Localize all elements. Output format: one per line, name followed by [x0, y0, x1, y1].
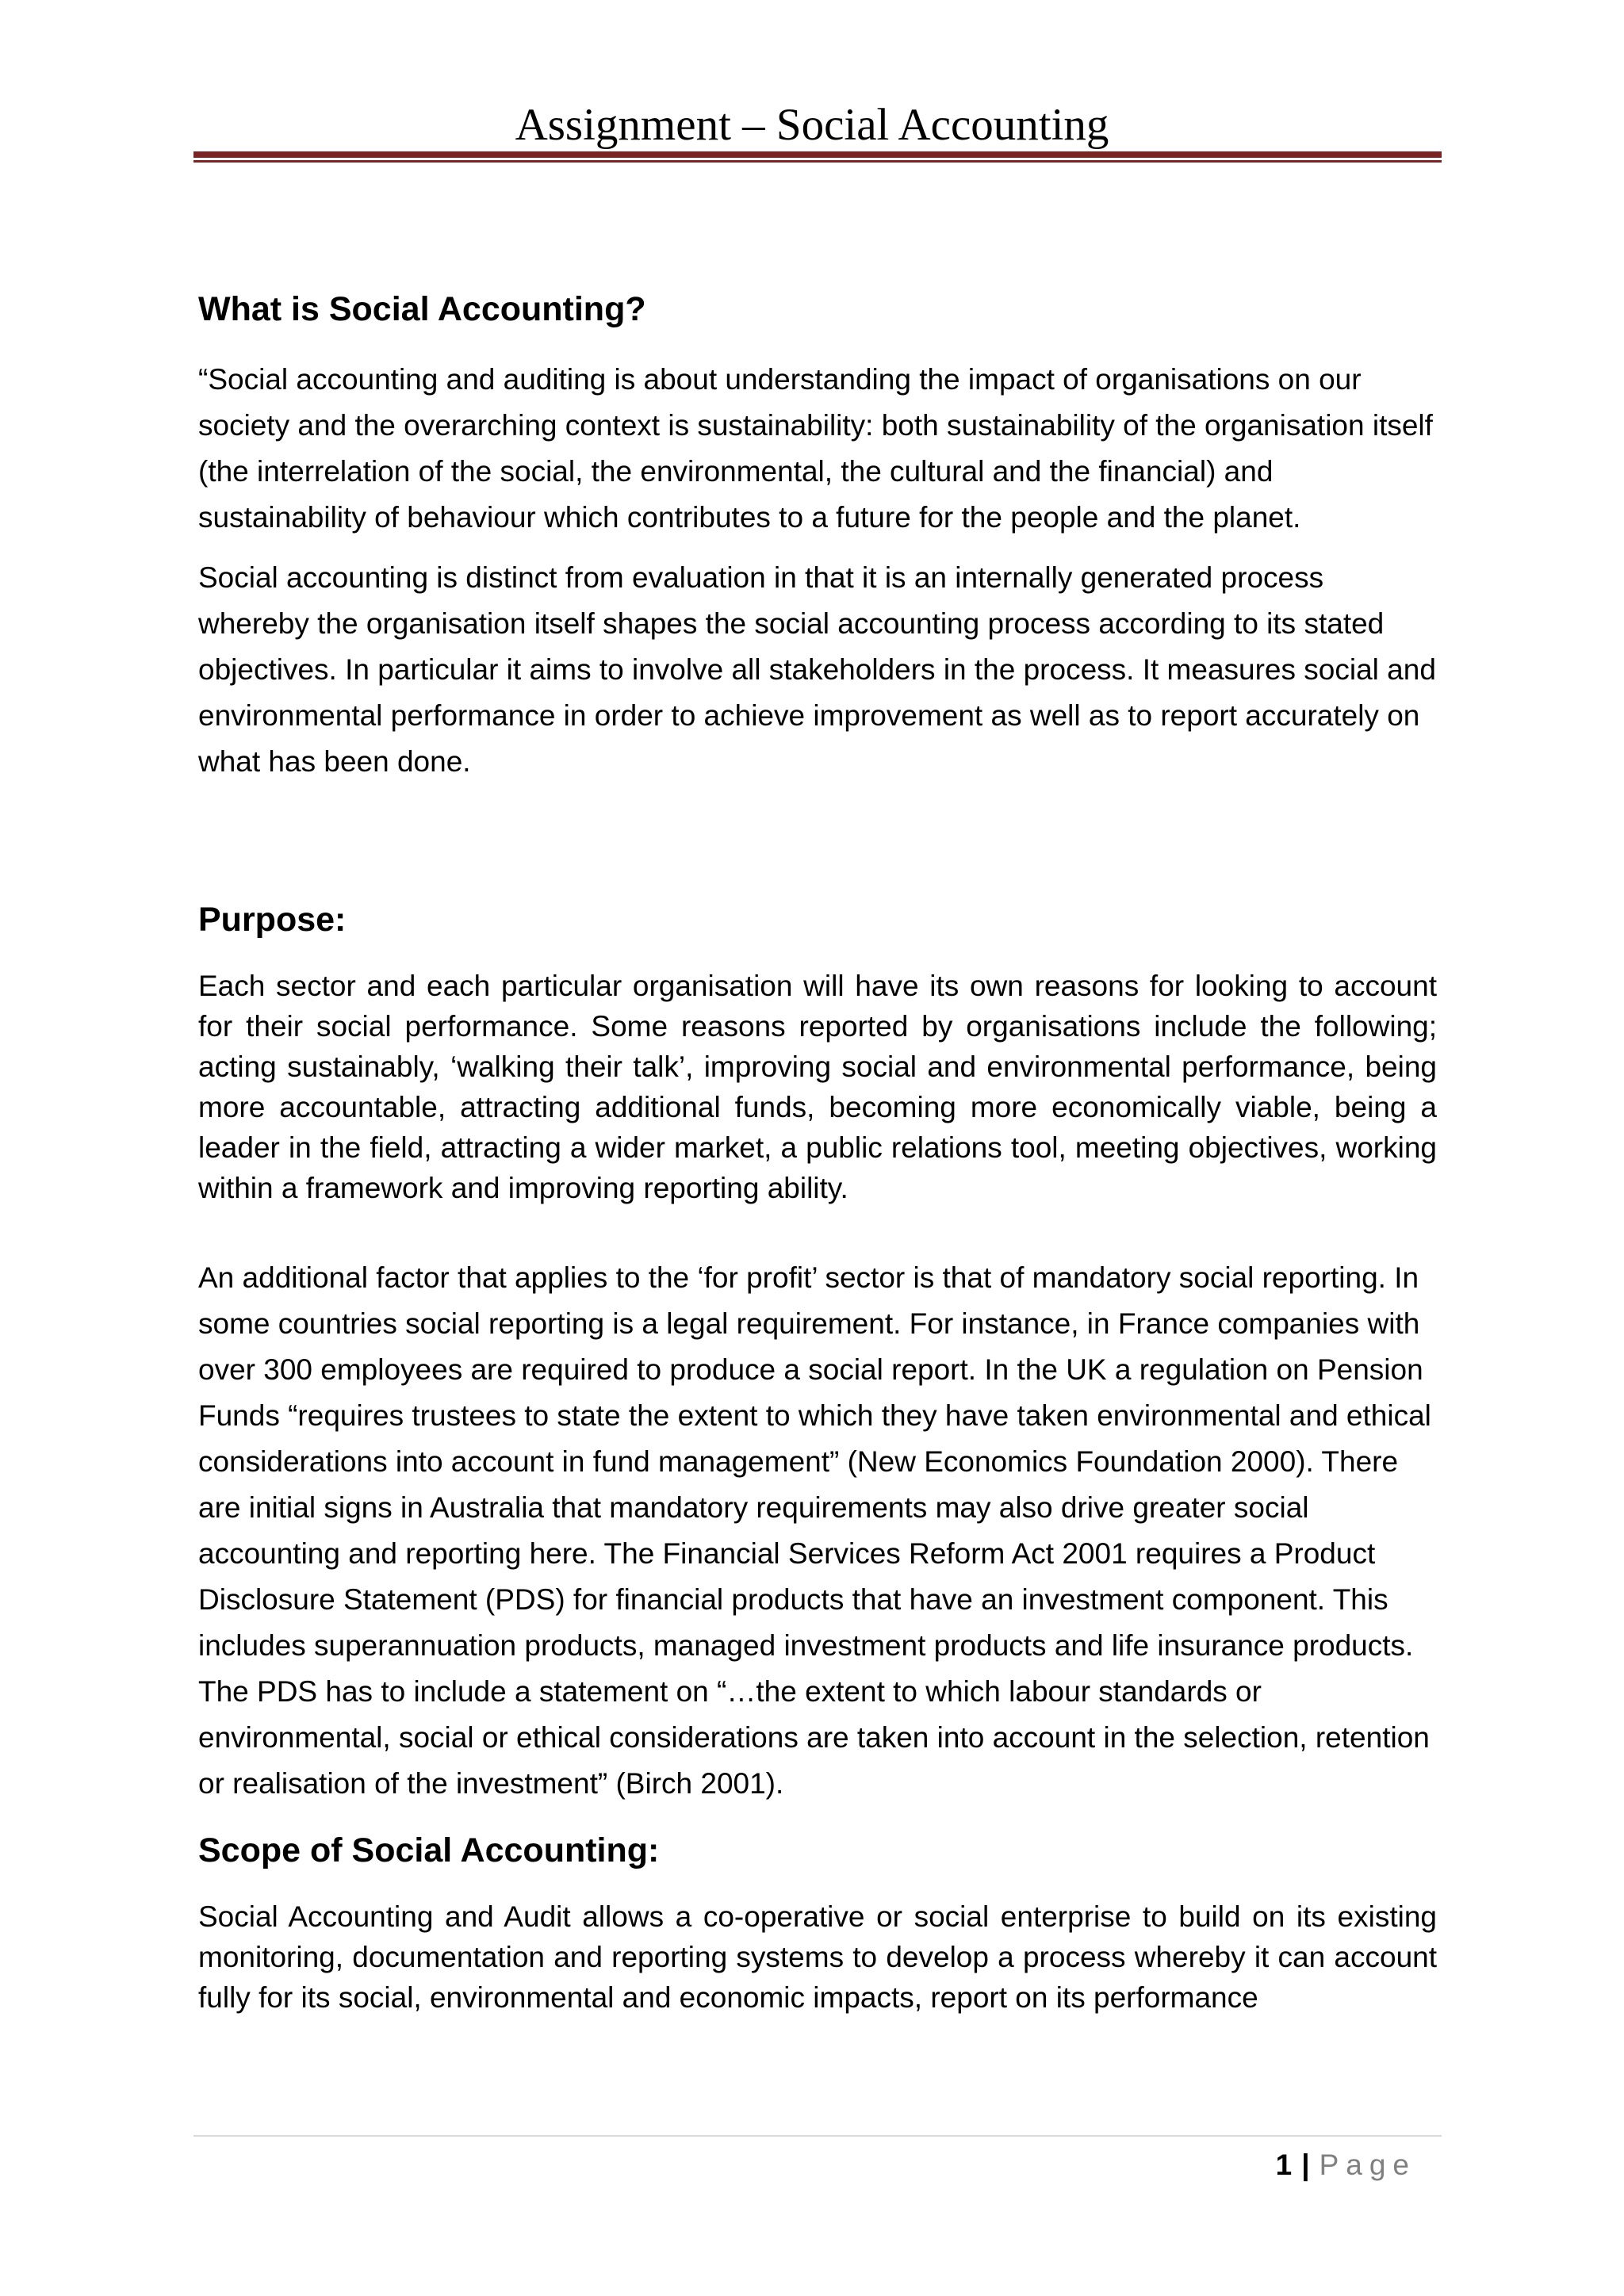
paragraph: An additional factor that applies to the ‘for profit’ sector is that of mandatory social reporting. In some countries social reporting is a legal requirement. For instance, in France companies with over 300 employees are required to produce a social report. In the UK a regulation on Pension Funds “requires trustees to state the extent to which they have taken environmental and ethical considerations into account in fund management” (New Economics Foundation 2000). There are initial signs in Australia that mandatory requirements may also drive greater social accounting and reporting here. The Financial Services Reform Act 2001 requires a Product Disclosure Statement (PDS) for financial products that have an investment component. This includes superannuation products, managed investment products and life insurance products. The PDS has to include a statement on “…the extent to which labour standards or environmental, social or ethical considerations are taken into account in the selection, retention or realisation of the investment” (Birch 2001). [198, 1261, 1431, 1800]
section-heading-purpose: Purpose: [198, 901, 347, 939]
document-body [198, 285, 1437, 2018]
paragraph: Each sector and each particular organisation will have its own reasons for looking to account for their social performance. Some reasons reported by organisations include the following; acting sustainably, ‘walking their talk’, improving social and environmental performance, being more accountable, attracting additional funds, becoming more economically viable, being a leader in the field, attracting a wider market, a public relations tool, meeting objectives, working within a framework and improving reporting ability. [198, 970, 1437, 1204]
header-rule-thin [193, 160, 1442, 163]
footer-rule [193, 2135, 1442, 2137]
page-number: 1 [1275, 2149, 1293, 2181]
page-footer [1276, 2143, 1416, 2187]
paragraph: Social accounting is distinct from evaluation in that it is an internally generated process whereby the organisation itself shapes the social accounting process according to its stated objectives. In particular it aims to involve all stakeholders in the process. It measures social and environmental performance in order to achieve improvement as well as to report accurately on what has been done. [198, 561, 1436, 778]
header-rule [193, 151, 1442, 158]
section-heading-scope: Scope of Social Accounting: [198, 1831, 660, 1869]
section-heading-what-is-social-accounting: What is Social Accounting? [198, 290, 646, 328]
paragraph: “Social accounting and auditing is about understanding the impact of organisations on our society and the overarching context is sustainability: both sustainability of the organisation itself (the interrelation of the social, the environmental, the cultural and the financial) and sustainability of behaviour which contributes to a future for the people and the planet. [198, 363, 1433, 534]
page-header-title: Assignment – Social Accounting [515, 100, 1109, 150]
page-label: Page [1319, 2149, 1416, 2181]
footer-separator: | [1301, 2149, 1310, 2181]
paragraph: Social Accounting and Audit allows a co-operative or social enterprise to build on its existing monitoring, documentation and reporting systems to develop a process whereby it can account fully for its social, environmental and economic impacts, report on its performance [198, 1900, 1437, 2014]
